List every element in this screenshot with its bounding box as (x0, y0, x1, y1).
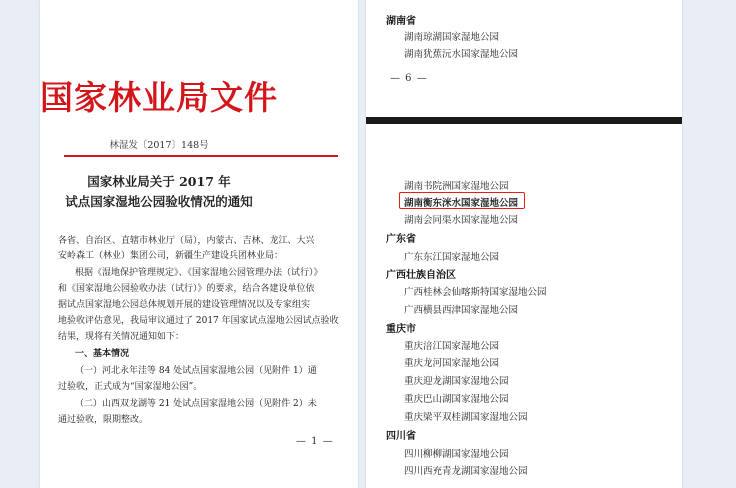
park-item: 四川西充青龙湖国家湿地公园 (404, 466, 528, 477)
paragraph-line: 据试点国家湿地公园总体规划开展的建设管理情况以及专家组实 (58, 300, 311, 310)
park-item: 广西桂林会仙喀斯特国家湿地公园 (404, 287, 547, 298)
paragraph-line: 过验收，正式成为“国家湿地公园”。 (58, 382, 203, 392)
document-header-title: 国家林业局文件 (40, 78, 278, 117)
park-item: 湖南书院洲国家湿地公园 (404, 181, 509, 192)
park-item-highlighted: 湖南衡东洣水国家湿地公园 (404, 198, 519, 209)
notice-title-line-1: 国家林业局关于 2017 年 (87, 174, 231, 189)
park-item: 湖南琼湖国家湿地公园 (404, 32, 500, 43)
addressee-line-2: 安岭森工（林业）集团公司，新疆生产建设兵团林业局： (58, 251, 284, 261)
province-heading: 重庆市 (386, 324, 416, 335)
park-item: 广东东江国家湿地公园 (404, 252, 500, 263)
paragraph-line: 结果，现将有关情况通知如下： (58, 332, 185, 342)
province-heading: 广东省 (386, 234, 416, 245)
paragraph-line: 地验收评估意见，我局审议通过了 2017 年国家试点湿地公园试点验收 (58, 316, 339, 326)
park-item: 湖南犹蕉沅水国家湿地公园 (404, 49, 519, 60)
park-item: 重庆梁平双桂湖国家湿地公园 (404, 412, 528, 423)
section-heading: 一、基本情况 (75, 349, 130, 359)
paragraph-line: （一）河北永年洼等 84 处试点国家湿地公园（见附件 1）通 (75, 366, 317, 376)
province-heading: 四川省 (386, 431, 416, 442)
page-divider (366, 117, 682, 124)
park-item: 重庆龙河国家湿地公园 (404, 358, 500, 369)
paragraph-line: （二）山西双龙湖等 21 处试点国家湿地公园（见附件 2）未 (75, 399, 317, 409)
page-number: — 6 — (390, 73, 428, 84)
paragraph-line: 根据《湿地保护管理规定》、《国家湿地公园管理办法（试行）》 (75, 268, 323, 278)
paragraph-line: 通过验收，限期整改。 (58, 415, 149, 425)
park-item: 湖南会同渠水国家湿地公园 (404, 215, 519, 226)
park-item: 广西横县西津国家湿地公园 (404, 305, 519, 316)
header-red-rule (64, 155, 338, 157)
park-item: 四川柳柳湖国家湿地公园 (404, 449, 509, 460)
page-number: — 1 — (296, 436, 334, 447)
park-item: 重庆迎龙湖国家湿地公园 (404, 376, 509, 387)
notice-title-line-2: 试点国家湿地公园验收情况的通知 (65, 194, 253, 209)
park-item: 重庆涪江国家湿地公园 (404, 341, 500, 352)
park-item: 重庆巴山湖国家湿地公园 (404, 394, 509, 405)
province-heading: 广西壮族自治区 (386, 270, 456, 281)
province-heading: 湖南省 (386, 16, 416, 27)
document-number: 林湿发〔2017〕148号 (109, 140, 209, 151)
paragraph-line: 和《国家湿地公园验收办法（试行）》的要求，结合各建设单位依 (58, 284, 315, 294)
addressee-line-1: 各省、自治区、直辖市林业厅（局），内蒙古、吉林、龙江、大兴 (58, 236, 315, 246)
